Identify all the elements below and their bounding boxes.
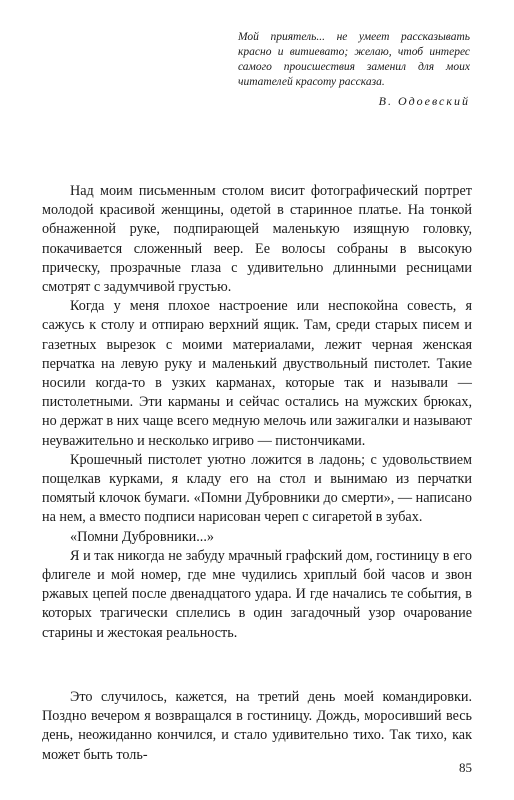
paragraph: Это случилось, кажется, на третий день моей командировки. Поздно вечером я возвращался в гостиницу. Дождь, моросивший весь день, неожиданно кончился, и стало удивительно тихо. Так тихо, как может быть толь- — [42, 689, 472, 763]
epigraph-text: Мой приятель... не умеет рассказывать красно и витиевато; желаю, чтоб интерес самого происшествия заменил для моих читателей красоту рассказа. — [238, 31, 470, 88]
epigraph — [238, 30, 470, 109]
paragraph: Когда у меня плохое настроение или неспокойна совесть, я сажусь к столу и отпираю верхний ящик. Там, среди старых писем и газетных вырезок с моими материалами, лежит черная женская перчатка на левую руку и маленький двуствольный пистолет. Такие носили когда-то в узких карманах, которые так и называли — пистолетными. Эти карманы и сейчас остались на мужских брюках, но держат в них чаще всего медную мелочь или зажигалки и называют неуважительно и несколько игриво — пистончиками. — [42, 298, 472, 449]
paragraph: Крошечный пистолет уютно ложится в ладонь; с удовольствием пощелкав курками, я кладу его на стол и вынимаю из перчатки помятый клочок бумаги. «Помни Дубровники до смерти», — написано на нем, а вместо подписи нарисован череп с сигаретой в зубах. — [42, 451, 472, 526]
paragraph: Я и так никогда не забуду мрачный графский дом, гостиницу в его флигеле и мой номер, где мне чудились хриплый бой часов и звон ржавых цепей после двенадцатого удара. И где начались те события, в которых трагически сплелись в один загадочный узор очарование старины и жестокая реальность. — [42, 547, 472, 641]
paragraph: «Помни Дубровники...» — [70, 528, 214, 545]
epigraph-author: В. Одоевский — [378, 94, 470, 108]
section-two-text — [42, 688, 472, 765]
paragraph: Над моим письменным столом висит фотографический портрет молодой красивой женщины, одетой в старинное платье. На тонкой обнаженной руке, подпирающей маленькую изящную головку, покачивается сложенный веер. Ее волосы собраны в высокую прическу, прозрачные глаза с удивительно длинными ресницами смотрят с задумчивой грустью. — [42, 183, 472, 296]
main-text — [42, 182, 472, 643]
page-number: 85 — [459, 760, 472, 775]
